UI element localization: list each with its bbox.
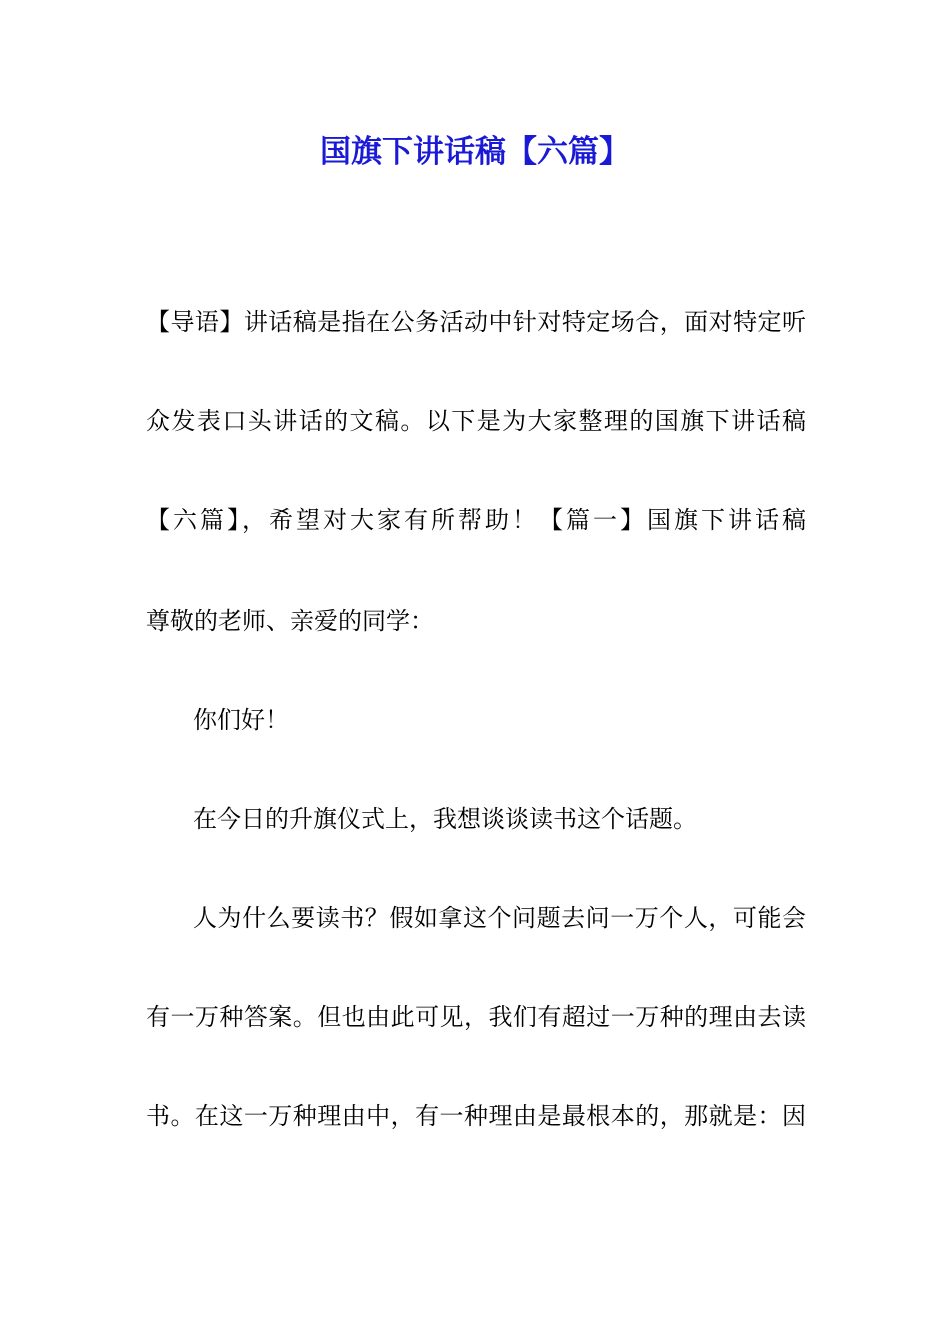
- page-title: 国旗下讲话稿【六篇】: [320, 134, 630, 170]
- body-line-topic: 在今日的升旗仪式上，我想谈谈读书这个话题。: [193, 805, 697, 833]
- body-line-paragraph-2: 有一万种答案。但也由此可见，我们有超过一万种的理由去读: [146, 1003, 806, 1031]
- body-line-greeting: 你们好！: [193, 706, 289, 734]
- body-line-intro-1: 【导语】讲话稿是指在公务活动中针对特定场合，面对特定听: [146, 308, 806, 336]
- body-line-paragraph-3: 书。在这一万种理由中，有一种理由是最根本的，那就是：因: [146, 1102, 806, 1130]
- body-line-paragraph-1: 人为什么要读书？假如拿这个问题去问一万个人，可能会: [193, 904, 806, 932]
- body-line-salutation: 尊敬的老师、亲爱的同学：: [146, 607, 434, 635]
- body-line-intro-2: 众发表口头讲话的文稿。以下是为大家整理的国旗下讲话稿: [146, 407, 806, 435]
- body-line-intro-3: 【六篇】，希望对大家有所帮助！【篇一】国旗下讲话稿: [146, 506, 806, 534]
